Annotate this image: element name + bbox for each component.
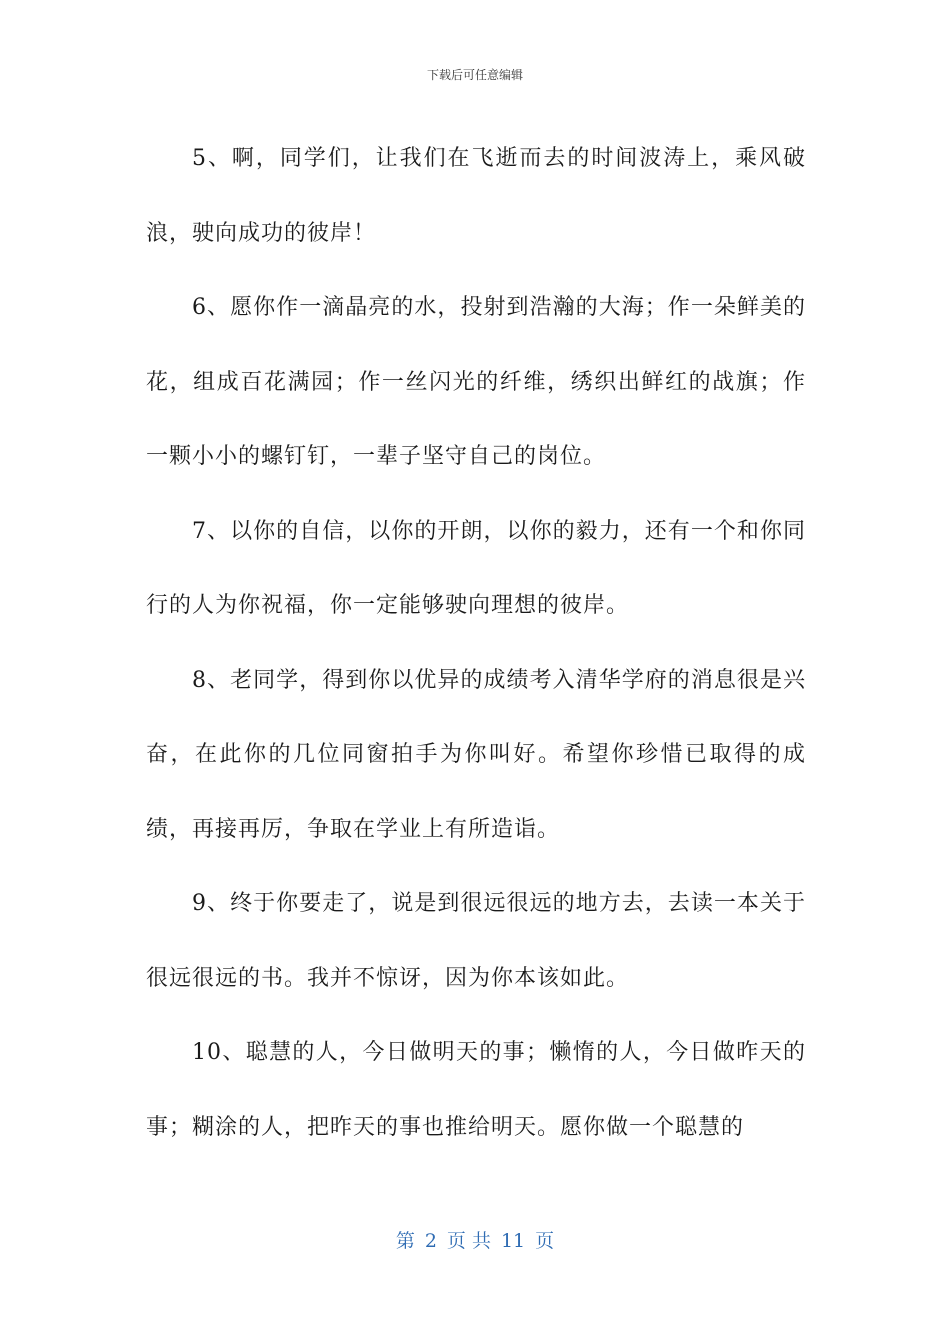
document-body bbox=[146, 122, 806, 1165]
footer-total-pages: 11 bbox=[500, 1230, 526, 1252]
footer-suffix: 页 bbox=[535, 1230, 555, 1252]
footer-prefix: 第 bbox=[395, 1230, 415, 1252]
paragraph-10: 10、聪慧的人，今日做明天的事；懒惰的人，今日做昨天的事；糊涂的人，把昨天的事也推给明天。愿你做一个聪慧的 bbox=[146, 1040, 806, 1140]
page-header: 下载后可任意编辑 bbox=[426, 68, 523, 82]
footer-middle: 页 共 bbox=[446, 1230, 491, 1252]
paragraph-6: 6、愿你作一滴晶亮的水，投射到浩瀚的大海；作一朵鲜美的花，组成百花满园；作一丝闪光的纤维，绣织出鲜红的战旗；作一颗小小的螺钉钉，一辈子坚守自己的岗位。 bbox=[146, 295, 806, 469]
page-footer bbox=[0, 1226, 950, 1253]
paragraph-7: 7、以你的自信，以你的开朗，以你的毅力，还有一个和你同行的人为你祝福，你一定能够驶向理想的彼岸。 bbox=[146, 518, 806, 618]
paragraph-8: 8、老同学，得到你以优异的成绩考入清华学府的消息很是兴奋，在此你的几位同窗拍手为你叫好。希望你珍惜已取得的成绩，再接再厉，争取在学业上有所造诣。 bbox=[146, 667, 806, 842]
paragraph-9: 9、终于你要走了，说是到很远很远的地方去，去读一本关于很远很远的书。我并不惊讶，因为你本该如此。 bbox=[146, 891, 806, 991]
paragraph-5: 5、啊，同学们，让我们在飞逝而去的时间波涛上，乘风破浪，驶向成功的彼岸！ bbox=[146, 146, 806, 246]
footer-page-number: 2 bbox=[424, 1230, 437, 1252]
